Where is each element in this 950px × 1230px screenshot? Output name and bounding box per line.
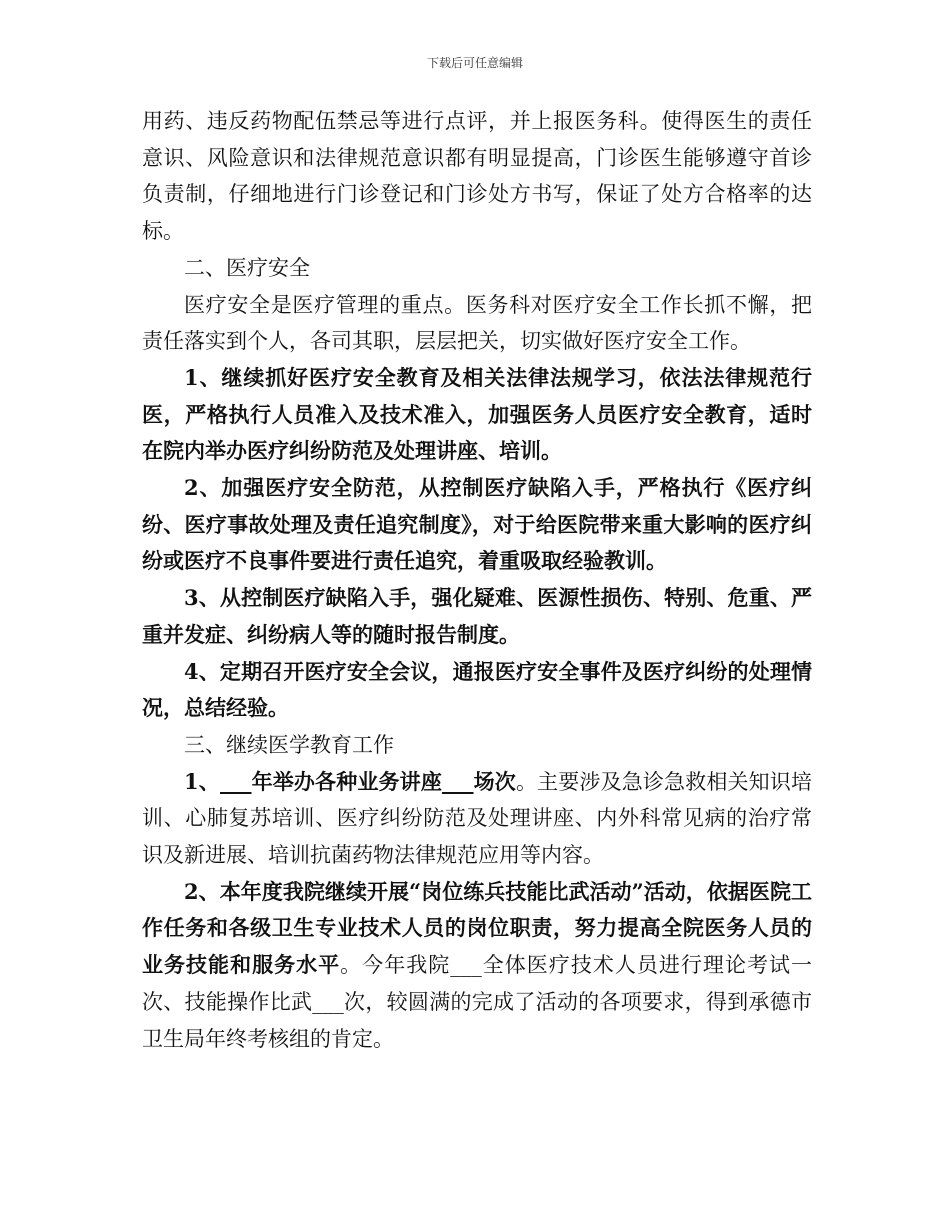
blank-field: ___: [219, 768, 252, 794]
list-text: 年举办各种业务讲座: [251, 768, 442, 794]
list-item: [142, 764, 812, 874]
page-header: 下载后可任意编辑: [426, 56, 523, 70]
list-item: 1、继续抓好医疗安全教育及相关法律法规学习，依法法律规范行医，严格执行人员准入及技术准入，加强医务人员医疗安全教育，适时在院内举办医疗纠纷防范及处理讲座、培训。: [142, 364, 812, 464]
section-heading: 二、医疗安全: [184, 255, 310, 280]
list-item: 4、定期召开医疗安全会议，通报医疗安全事件及医疗纠纷的处理情况，总结经验。: [142, 658, 812, 721]
blank-field: ___: [442, 768, 474, 794]
list-item: 3、从控制医疗缺陷入手，强化疑难、医源性损伤、特别、危重、严重并发症、纠纷病人等的随时报告制度。: [142, 585, 812, 647]
list-item: 2、加强医疗安全防范，从控制医疗缺陷入手，严格执行《医疗纠纷、医疗事故处理及责任追究制度》，对于给医院带来重大影响的医疗纠纷或医疗不良事件要进行责任追究，着重吸取经验教训。: [142, 475, 812, 574]
list-item-bold-lead: 2、本年度我院继续开展“岗位练兵技能比武活动”活动，依据医院工作任务和各级卫生专业技术人员的岗位职责，努力提高全院医务人员的业务技能和服务水平: [142, 878, 812, 978]
list-text: 。今年我院___全体医疗技术人员进行理论考试一次、技能操作比武___次，较圆满的完成了活动的各项要求，得到承德市卫生局年终考核组的肯定。: [142, 953, 812, 1051]
list-text: 场次: [473, 768, 516, 794]
section-heading: 三、继续医学教育工作: [184, 732, 394, 757]
paragraph: 用药、违反药物配伍禁忌等进行点评，并上报医务科。使得医生的责任意识、风险意识和法律规范意识都有明显提高，门诊医生能够遵守首诊负责制，仔细地进行门诊登记和门诊处方书写，保证了处方合格率的达标。: [142, 109, 812, 244]
list-item-bold-lead: [184, 769, 516, 794]
document-body: [142, 103, 812, 1057]
list-text: 。主要涉及急诊急救相关知识培训、心肺复苏培训、医疗纠纷防范及处理讲座、内外科常见病的治疗常识及新进展、培训抗菌药物法律规范应用等内容。: [142, 769, 812, 868]
paragraph: 医疗安全是医疗管理的重点。医务科对医疗安全工作长抓不懈，把责任落实到个人，各司其职，层层把关，切实做好医疗安全工作。: [142, 292, 812, 354]
list-number: 1、: [184, 768, 220, 794]
list-item: [142, 874, 812, 1058]
